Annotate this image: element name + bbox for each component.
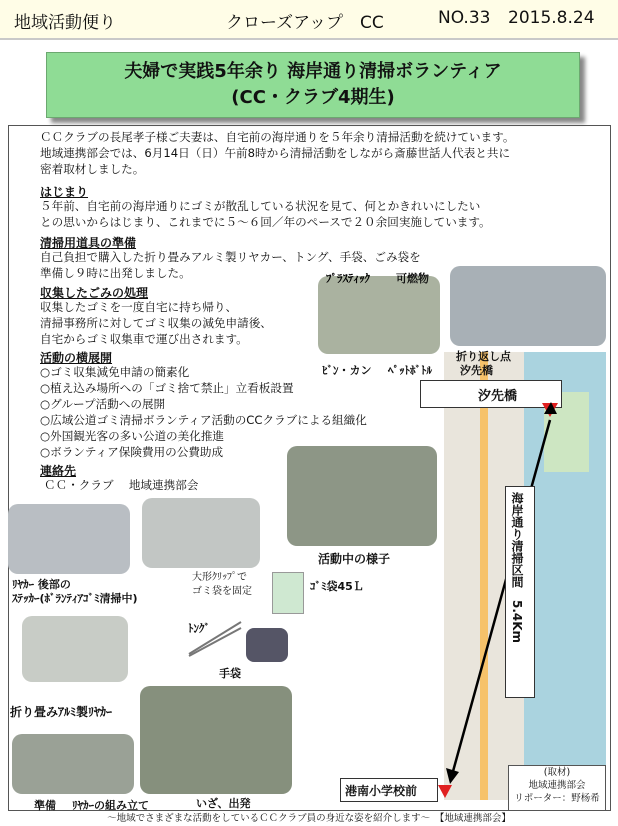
column-name: 地域活動便り	[14, 13, 116, 33]
expansion-item: ○グループ活動への展開	[40, 397, 166, 411]
footer-text: ～地域でさまざまな活動をしているＣＣクラブ員の身近な姿を紹介します～ 【地域連携部会】	[107, 813, 511, 824]
caption-clip-2: ゴミ袋を固定	[192, 586, 252, 597]
route-line	[452, 420, 550, 775]
glove-icon	[246, 628, 288, 662]
beginning-line-2: との思いからはじまり、これまでに５～６回／年のペースで２０余回実施しています。	[40, 215, 491, 229]
photo-clip	[142, 498, 260, 568]
tools-line-2: 準備し９時に出発しました。	[40, 266, 191, 280]
heading-disposal: 収集したごみの処理	[40, 286, 149, 300]
marker-bottom	[438, 785, 452, 798]
photo-activity	[287, 446, 437, 546]
credit-line-3: リポーター：野杨希	[514, 793, 600, 804]
title-line-2: (CC・クラブ4期生)	[231, 87, 395, 108]
title-box	[46, 52, 580, 118]
photo-sticker	[8, 504, 130, 574]
intro-line-1: ＣＣクラブの長尾孝子様ご夫妻は、自宅前の海岸通りを５年余り清掃活動を続けています。	[40, 130, 515, 144]
disposal-line-1: 収集したゴミを一度自宅に持ち帰り、	[40, 300, 238, 314]
route-label: 海岸通り清掃区間 5.4Km	[510, 492, 524, 644]
issue-date: 2015.8.24	[508, 8, 595, 28]
expansion-item: ○外国観光客の多い公道の美化推進	[40, 429, 225, 443]
section-name: クローズアップ CC	[226, 13, 384, 33]
caption-can: ﾋﾞﾝ・カン	[322, 364, 372, 377]
caption-sticker-2: ｽﾃｯｶｰ(ﾎﾞﾗﾝﾃｨｱｺﾞﾐ清掃中)	[12, 592, 138, 605]
title-line-1: 夫婦で実践5年余り 海岸通り清掃ボランティア	[124, 61, 502, 82]
caption-sticker-1: ﾘﾔｶｰ 後部の	[12, 578, 71, 591]
caption-prep: 準備	[34, 799, 56, 812]
photo-bag	[272, 572, 304, 614]
photo-garbage	[318, 276, 440, 354]
heading-beginning: はじまり	[40, 185, 89, 199]
label-school: 港南小学校前	[345, 784, 418, 798]
intro-line-3: 密着取材しました。	[40, 162, 145, 176]
caption-assemble: ﾘﾔｶｰの組み立て	[72, 799, 149, 812]
caption-clip-1: 大形ｸﾘｯﾌﾟで	[192, 572, 247, 583]
caption-turn-point-1: 折り返し点	[456, 350, 511, 363]
intro-line-2: 地域連携部会では、6月14日（日）午前8時から清掃活動をしながら斎藤世話人代表と共に	[40, 146, 511, 160]
expansion-item: ○植え込み場所への「ゴミ捨て禁止」立看板設置	[40, 381, 294, 395]
header-bar	[0, 0, 618, 40]
tong-icon	[185, 618, 245, 658]
expansion-item: ○ボランティア保険費用の公費助成	[40, 445, 224, 459]
expansion-item: ○ゴミ収集減免申請の簡素化	[40, 365, 190, 379]
photo-start	[140, 686, 292, 794]
caption-burnable: 可燃物	[396, 272, 429, 285]
issue-number: NO.33	[438, 8, 491, 28]
tools-line-1: 自己負担で購入した折り畳みアルミ製リヤカー、トング、手袋、ごみ袋を	[40, 250, 421, 264]
caption-tong: ﾄﾝｸﾞ	[188, 622, 210, 635]
photo-turn-point	[450, 266, 606, 346]
beginning-line-1: ５年前、自宅前の海岸通りにゴミが散乱している状況を見て、何とかきれいにしたい	[40, 199, 481, 213]
credit-line-1: (取材)	[543, 767, 571, 778]
label-shiosaki: 汐先橋	[478, 389, 518, 404]
caption-glove: 手袋	[219, 667, 241, 680]
photo-prep	[12, 734, 134, 794]
credit-line-2: 地域連携部会	[528, 780, 586, 791]
caption-cart: 折り畳みｱﾙﾐ製ﾘﾔｶｰ	[10, 705, 113, 719]
contact-text: ＣＣ・クラブ 地域連携部会	[44, 478, 199, 492]
caption-go: いざ、出発	[196, 797, 251, 810]
heading-tools: 清掃用道具の準備	[40, 236, 137, 250]
disposal-line-2: 清掃事務所に対してゴミ収集の減免申請後、	[40, 316, 272, 330]
caption-turn-point-2: 汐先橋	[460, 364, 493, 377]
caption-active: 活動中の様子	[318, 552, 391, 566]
disposal-line-3: 自宅からゴミ収集車で運び出されます。	[40, 332, 248, 346]
caption-bag: ｺﾞﾐ袋45Ｌ	[310, 580, 364, 593]
photo-cart	[22, 616, 128, 682]
caption-pet: ﾍﾟｯﾄﾎﾞﾄﾙ	[388, 364, 432, 377]
heading-contact: 連絡先	[40, 464, 77, 478]
heading-expansion: 活動の横展開	[40, 351, 113, 365]
caption-plastic: ﾌﾟﾗｽﾃｨｯｸ	[326, 272, 370, 285]
credit-box	[508, 765, 606, 811]
arrowhead-bottom	[446, 768, 459, 784]
expansion-item: ○広域公道ゴミ清掃ボランティア活動のCCクラブによる組織化	[40, 413, 367, 427]
